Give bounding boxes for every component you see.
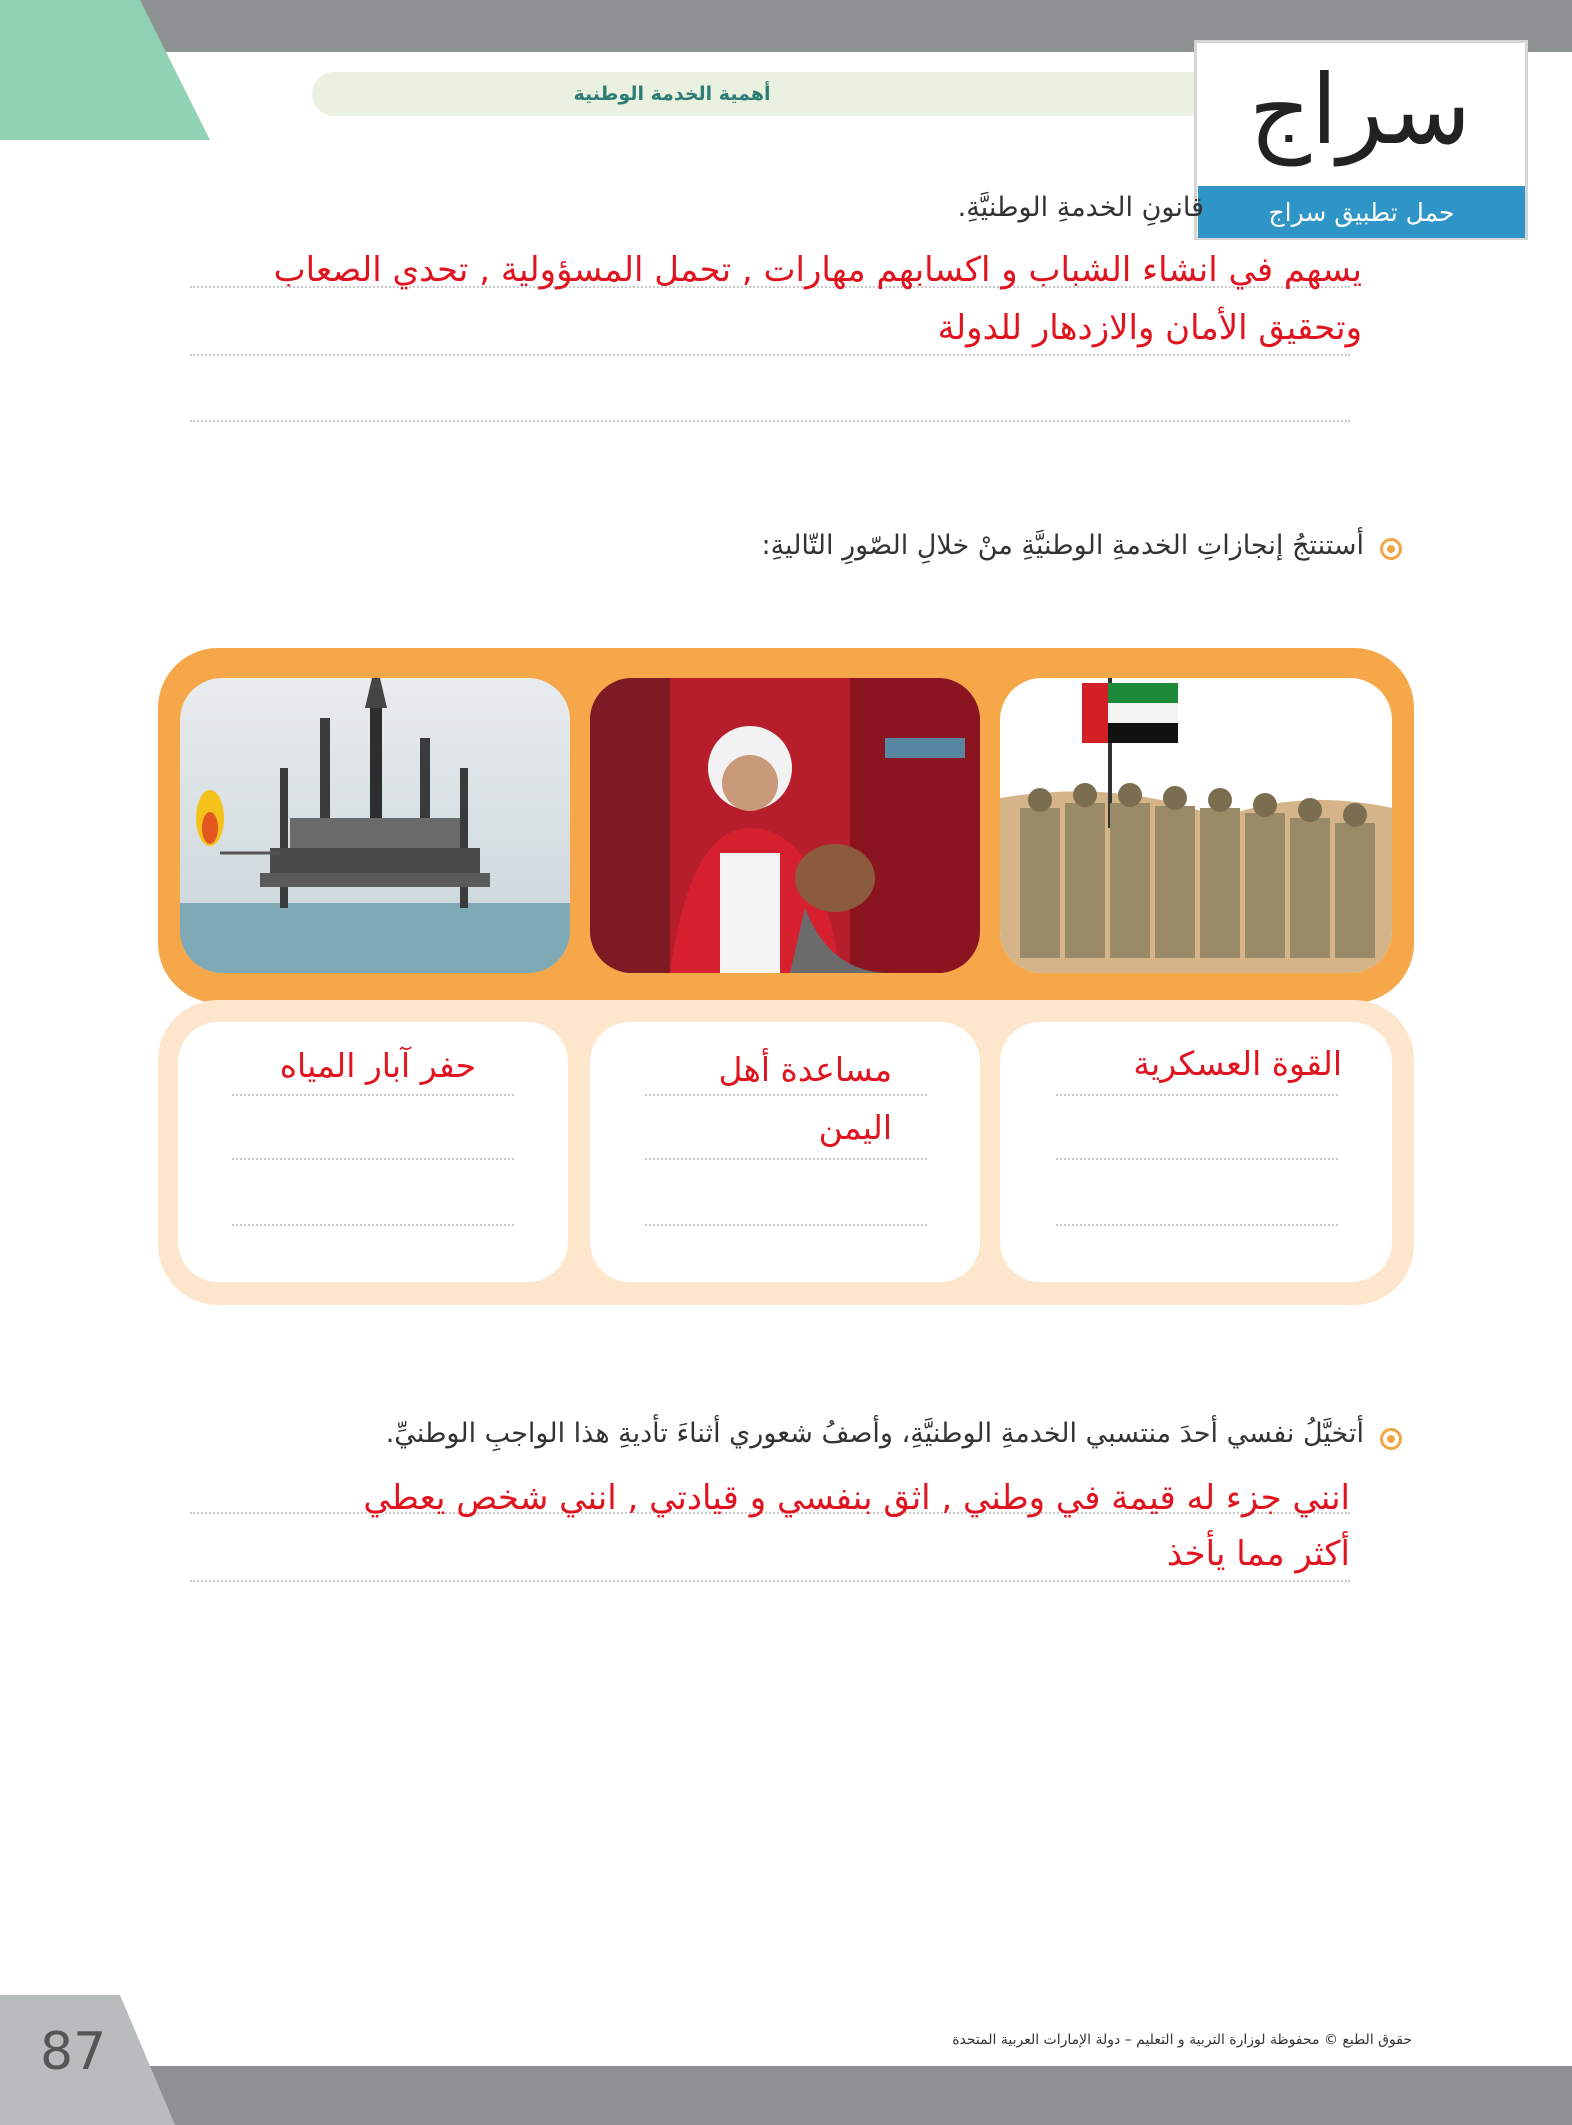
answer-line (1056, 1158, 1338, 1160)
question2-text: أستنتجُ إنجازاتِ الخدمةِ الوطنيَّةِ منْ خلالِ الصّورِ التّاليةِ: (761, 530, 1364, 561)
red-crescent-aid-photo (590, 678, 980, 973)
copyright-text: حقوق الطبع © محفوظة لوزارة التربية و التعليم – دولة الإمارات العربية المتحدة (952, 2032, 1412, 2048)
answer-line (645, 1158, 927, 1160)
answer-line (232, 1224, 514, 1226)
answer-military[interactable]: القوة العسكرية (1133, 1044, 1342, 1083)
bullet-icon (1380, 1428, 1402, 1450)
uae-soldiers-flag-photo (1000, 678, 1392, 973)
answer-line (190, 1580, 1350, 1582)
lesson-title-pill (312, 72, 1212, 116)
lesson-title: أهمية الخدمة الوطنية (573, 83, 771, 105)
answer-line (190, 420, 1350, 422)
question1-answer-line2[interactable]: وتحقيق الأمان والازدهار للدولة (937, 308, 1362, 348)
question3-answer-line2[interactable]: أكثر مما يأخذ (1166, 1534, 1350, 1574)
answer-line (1056, 1224, 1338, 1226)
answer-line (232, 1094, 514, 1096)
question3-text: أتخيَّلُ نفسي أحدَ منتسبي الخدمةِ الوطنيَّةِ، وأصفُ شعوري أثناءَ تأديةِ هذا الواجبِ الوطنيِّ. (385, 1418, 1364, 1449)
footer-bar (0, 2066, 1572, 2125)
siraj-app-banner[interactable]: حمل تطبيق سراج (1198, 186, 1525, 238)
top-corner-triangle (0, 0, 210, 140)
page-number: 87 (40, 2022, 107, 2082)
oil-platform-photo (180, 678, 570, 973)
question1-text: قانونِ الخدمةِ الوطنيَّةِ. (957, 192, 1204, 223)
bullet-icon (1380, 538, 1402, 560)
answer-water[interactable]: حفر آبار المياه (279, 1046, 476, 1085)
answer-line (232, 1158, 514, 1160)
answer-line (190, 354, 1350, 356)
siraj-logo-word: سراج (1248, 54, 1472, 166)
answer-line (1056, 1094, 1338, 1096)
answer-line (645, 1224, 927, 1226)
answer-yemen-line2[interactable]: اليمن (818, 1108, 892, 1147)
question1-answer-line1[interactable]: يسهم في انشاء الشباب و اكسابهم مهارات , تحمل المسؤولية , تحدي الصعاب (273, 250, 1362, 290)
question3-answer-line1[interactable]: انني جزء له قيمة في وطني , اثق بنفسي و قيادتي , انني شخص يعطي (363, 1478, 1350, 1518)
answer-line (645, 1094, 927, 1096)
answer-yemen-line1[interactable]: مساعدة أهل (718, 1050, 892, 1089)
